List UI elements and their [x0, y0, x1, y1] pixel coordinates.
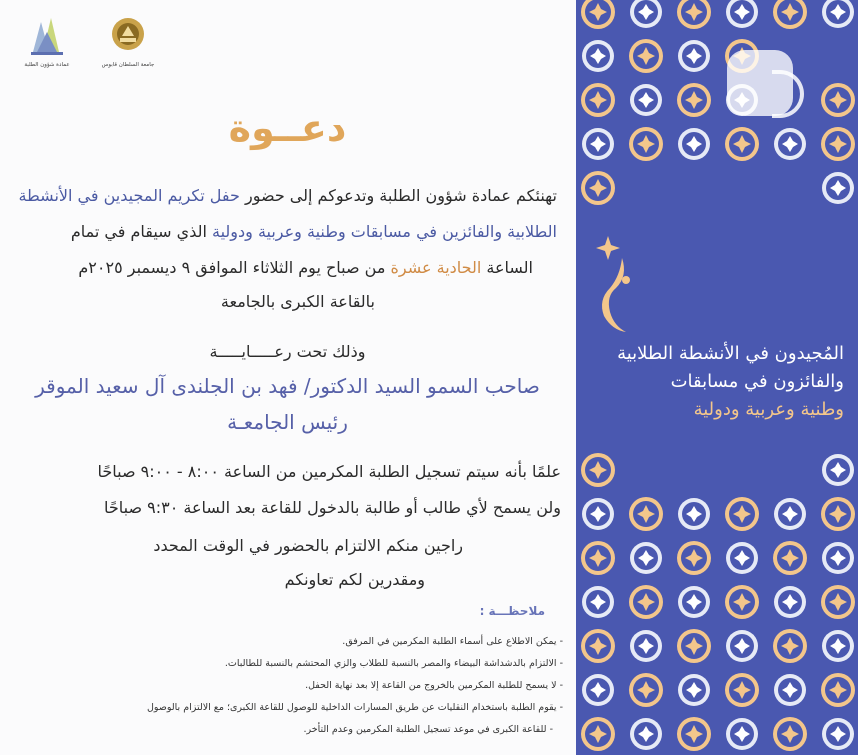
info-line-3: راجين منكم الالتزام بالحضور في الوقت المحدد — [153, 536, 463, 555]
note-item-continued: - للقاعة الكبرى في موعد تسجيل الطلبة المكرمين وعدم التأخر. — [303, 724, 553, 735]
banner-line-3: وطنية وعربية ودولية — [693, 399, 844, 420]
student-affairs-logo — [14, 14, 80, 69]
event-venue: بالقاعة الكبرى بالجامعة — [220, 292, 375, 311]
event-date: من صباح يوم الثلاثاء الموافق ٩ ديسمبر ٢٠٢٥م — [78, 258, 391, 277]
note-item: - يمكن الاطلاع على أسماء الطلبة المكرمين في المرفق. — [342, 636, 563, 647]
invitation-line-3 — [78, 258, 533, 277]
info-line-2: ولن يسمح لأي طالب أو طالبة بالدخول للقاعة بعد الساعة ٩:٣٠ صباحًا — [104, 498, 561, 517]
banner-line-2: والفائزون في مسابقات — [670, 371, 844, 392]
student-affairs-emblem-icon — [27, 14, 67, 58]
event-name-part-1: حفل تكريم المجيدين في الأنشطة — [18, 186, 240, 205]
invitation-line-1 — [18, 186, 557, 205]
info-line-1: علمًا بأنه سيتم تسجيل الطلبة المكرمين من الساعة ٨:٠٠ - ٩:٠٠ صباحًا — [97, 462, 561, 481]
invitation-line-3-text-a: الساعة — [481, 258, 533, 277]
patron-name: صاحب السمو السيد الدكتور/ فهد بن الجلندى آل سعيد الموقر — [35, 374, 540, 398]
invitation-line-1-text: تهنئكم عمادة شؤون الطلبة وتدعوكم إلى حضور — [239, 186, 557, 205]
banner-line-1: المُجيدون في الأنشطة الطلابية — [617, 343, 844, 364]
event-time: الحادية عشرة — [390, 258, 482, 277]
event-name-part-2: الطلابية والفائزين في مسابقات وطنية وعربية ودولية — [212, 222, 557, 241]
university-crest-icon — [108, 14, 148, 58]
patron-title: رئيس الجامعـة — [227, 410, 348, 434]
logos-area — [14, 14, 164, 84]
note-item: - الالتزام بالدشداشة البيضاء والمصر بالنسبة للطلاب والزي المحتشم بالنسبة للطالبات. — [225, 658, 563, 669]
note-item: - لا يسمح للطلبة المكرمين بالخروج من القاعة إلا بعد نهاية الحفل. — [305, 680, 563, 691]
info-line-4: ومقدرين لكم تعاونكم — [284, 570, 425, 589]
patronage-label: وذلك تحت رعـــــايـــــة — [209, 342, 366, 361]
invitation-line-2-text: الذي سيقام في تمام — [70, 222, 212, 241]
university-caption: جامعة السلطان قابوس — [101, 62, 155, 68]
university-logo — [92, 14, 164, 69]
star-figure-emblem-icon — [596, 236, 640, 336]
notes-heading: ملاحظـــة : — [479, 604, 545, 618]
banner-caption — [576, 340, 858, 424]
student-affairs-caption: عمادة شؤون الطلبة — [24, 62, 70, 68]
invitation-line-2 — [71, 222, 557, 241]
invitation-title: دعــوة — [228, 106, 347, 150]
note-item: - يقوم الطلبة باستخدام النقليات عن طريق المسارات الداخلية للوصول للقاعة الكبرى؛ مع الالتزام بالوصول — [147, 702, 563, 713]
